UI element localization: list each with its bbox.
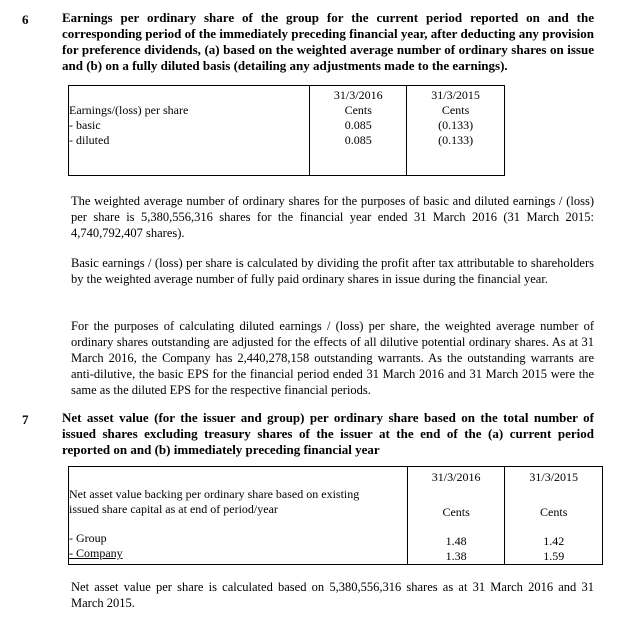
nav-2016-unit: Cents [442, 505, 470, 519]
nav-row-group-label: - Group [69, 531, 107, 545]
eps-table [68, 85, 505, 176]
eps-2015-cell [407, 86, 505, 176]
nav-2015-company: 1.59 [543, 549, 565, 563]
nav-table [68, 466, 603, 565]
eps-2015-unit: Cents [441, 103, 470, 117]
eps-diluted-calculation-paragraph: For the purposes of calculating diluted earnings / (loss) per share, the weighted average number of ordinary shares outstanding are adjusted for the effects of all dilutive potential ordinary shares. As at 31 March 2016, the Company has 2,440,278,158 outstanding warrants. As the outstanding warrants are anti-dilutive, the basic EPS for the financial period ended 31 March 2016 and 31 March 2015 were the same as the diluted EPS for the respective financial periods. [71, 319, 594, 397]
eps-2016-header: 31/3/2016 [333, 88, 383, 102]
eps-2016-basic: 0.085 [344, 118, 372, 132]
nav-2016-header: 31/3/2016 [431, 470, 481, 484]
nav-2016-cell [407, 467, 505, 565]
nav-row-company-label: - Company [69, 546, 123, 560]
eps-row-diluted-label: - diluted [69, 133, 110, 147]
section-7-heading: Net asset value (for the issuer and group) per ordinary share based on the total number of issued shares excluding treasury shares of the issuer at the end of the (a) current period reported on and (b) immediately preceding financial year [62, 410, 594, 457]
eps-2016-unit: Cents [344, 103, 372, 117]
nav-2015-header: 31/3/2015 [529, 470, 579, 484]
eps-basic-calculation-paragraph: Basic earnings / (loss) per share is calculated by dividing the profit after tax attributable to shareholders by the weighted average number of fully paid ordinary shares in issue during the financial year. [71, 256, 594, 286]
eps-2016-diluted: 0.085 [344, 133, 372, 147]
nav-2016-company: 1.38 [445, 549, 467, 563]
section-6-heading: Earnings per ordinary share of the group for the current period reported on and the corresponding period of the immediately preceding financial year, after deducting any provision for preference dividends, (a) based on the weighted average number of ordinary shares on issue and (b) on a fully diluted basis (detailing any adjustments made to the earnings). [62, 10, 594, 73]
eps-2015-header: 31/3/2015 [431, 88, 480, 102]
nav-2015-group: 1.42 [543, 534, 565, 548]
eps-2015-basic: (0.133) [438, 118, 474, 132]
nav-2016-group: 1.48 [445, 534, 467, 548]
nav-label-cell [69, 467, 408, 565]
eps-label-cell [69, 86, 310, 176]
eps-row-basic-label: - basic [69, 118, 101, 132]
eps-2016-cell [310, 86, 407, 176]
nav-2015-unit: Cents [540, 505, 568, 519]
nav-2015-cell [505, 467, 603, 565]
eps-weighted-average-paragraph: The weighted average number of ordinary shares for the purposes of basic and diluted earnings / (loss) per share is 5,380,556,316 shares for the financial year ended 31 March 2016 (31 March 2015: 4,740,792,407 shares). [71, 194, 594, 240]
nav-footnote: Net asset value per share is calculated based on 5,380,556,316 shares as at 31 March 2016 and 31 March 2015. [71, 580, 594, 610]
eps-row-label: Earnings/(loss) per share [69, 103, 189, 117]
nav-row-label: Net asset value backing per ordinary share based on existing issued share capital as at end of period/year [69, 487, 360, 516]
eps-2015-diluted: (0.133) [438, 133, 474, 147]
section-6-number: 6 [22, 12, 29, 27]
section-7-number: 7 [22, 412, 29, 427]
